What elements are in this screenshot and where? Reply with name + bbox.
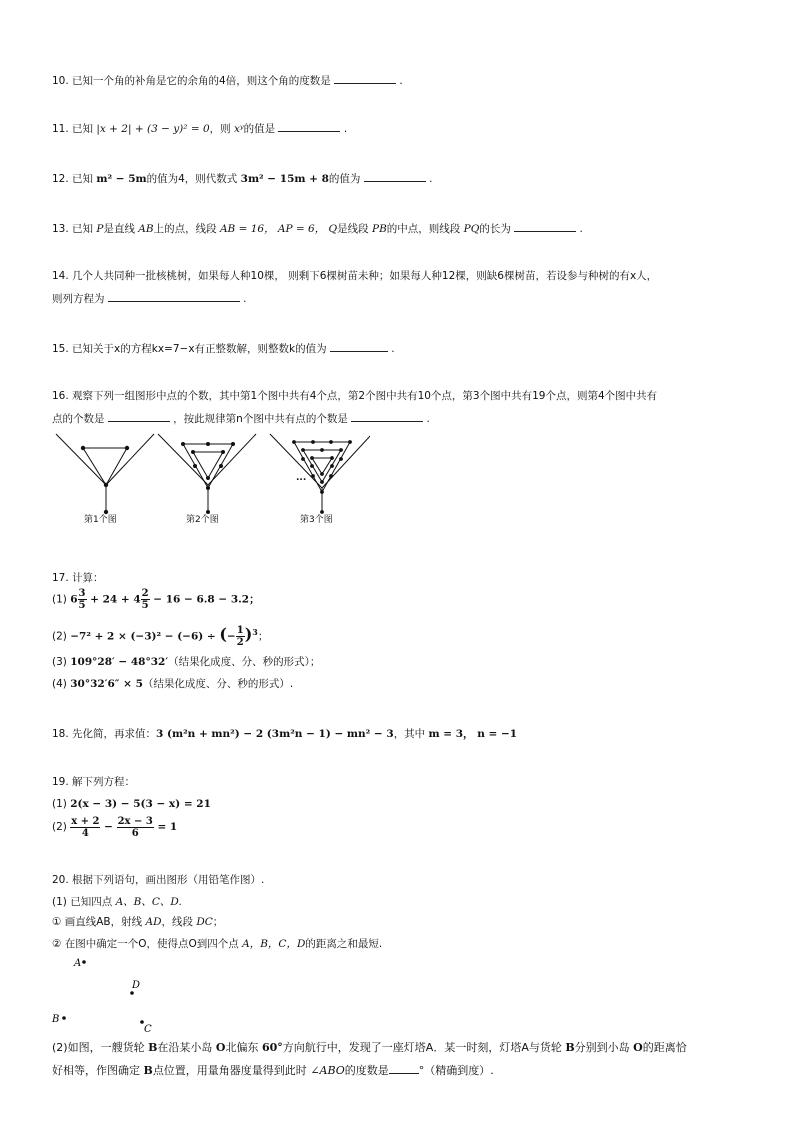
answer-blank[interactable] bbox=[389, 1062, 419, 1074]
answer-blank[interactable] bbox=[278, 120, 340, 132]
question-20-part-2-line-2: 好相等，作图确定 B点位置，用量角器度量得到此时 ∠ABO的度数是 °（精确到度）. bbox=[52, 1064, 494, 1077]
question-16-line-2: 点的个数是 ，按此规律第n个图中共有点的个数是 . bbox=[52, 410, 430, 427]
question-20: 20. 根据下列语句，画出图形（用铅笔作图）. bbox=[52, 874, 265, 886]
question-17-item-4: (4) 30°32′6″ × 5（结果化成度、分、秒的形式）. bbox=[52, 678, 294, 690]
question-17: 17. 计算： bbox=[52, 572, 104, 584]
question-14-line-2: 则列方程为 . bbox=[52, 290, 247, 307]
figure-1 bbox=[56, 434, 154, 512]
point-a bbox=[82, 960, 86, 964]
question-19: 19. 解下列方程： bbox=[52, 776, 136, 788]
question-20-part-2: (2)如图，一艘货轮 B在沿某小岛 O北偏东 60°方向航行中，发现了一座灯塔A．某一时刻，灯塔A与货轮 B分别到小岛 O的距离恰 bbox=[52, 1041, 687, 1054]
question-14: 14. 几个人共同种一批核桃树，如果每人种10棵， 则剩下6棵树苗未种；如果每人种12棵，则缺6棵树苗，若设参与种树的有x人， bbox=[52, 270, 658, 282]
question-17-item-2: (2) −7² + 2 × (−3)² − (−6) ÷ (− $\frac{1}{2}$ )$^3$； bbox=[52, 624, 269, 648]
question-20-line-3: ② 在图中确定一个O，使得点O到四个点 A，B，C，D的距离之和最短. bbox=[52, 938, 383, 950]
answer-blank[interactable] bbox=[334, 72, 396, 84]
figure-ellipsis: ... bbox=[296, 473, 307, 483]
question-20-line-1: (1) 已知四点 A、B、C、D. bbox=[52, 896, 182, 908]
figure-2-label: 第2个图 bbox=[186, 515, 219, 525]
dot-pattern-figures bbox=[50, 430, 370, 515]
question-15: 15. 已知关于x的方程kx=7−x有正整数解，则整数k的值为 . bbox=[52, 340, 395, 357]
answer-blank[interactable] bbox=[351, 410, 423, 422]
four-points-figure bbox=[48, 952, 168, 1034]
question-13: 13. 已知 P是直线 AB上的点，线段 AB = 16， AP = 6， Q是线段 PB的中点，则线段 PQ的长为 . bbox=[52, 220, 583, 237]
point-d-label: D bbox=[132, 980, 141, 991]
question-20-line-2: ① 画直线AB，射线 AD，线段 DC； bbox=[52, 916, 224, 928]
figure-3-label: 第3个图 bbox=[300, 515, 333, 525]
answer-blank[interactable] bbox=[108, 410, 170, 422]
point-b-label: B bbox=[52, 1014, 60, 1025]
figure-1-label: 第1个图 bbox=[84, 515, 117, 525]
answer-blank[interactable] bbox=[514, 220, 576, 232]
question-18: 18. 先化简，再求值：3 (m²n + mn²) − 2 (3m²n − 1) − mn² − 3，其中 m = 3， n = −1 bbox=[52, 728, 518, 740]
answer-blank[interactable] bbox=[330, 340, 388, 352]
question-19-item-1: (1) 2(x − 3) − 5(3 − x) = 21 bbox=[52, 798, 211, 810]
question-16: 16. 观察下列一组图形中点的个数，其中第1个图中共有4个点，第2个图中共有10个点，第3个图中共有19个点，则第4个图中共有 bbox=[52, 390, 658, 402]
point-d bbox=[130, 991, 134, 995]
answer-blank[interactable] bbox=[364, 170, 426, 182]
answer-blank[interactable] bbox=[108, 290, 240, 302]
question-12: 12. 已知 m² − 5m的值为4，则代数式 3m² − 15m + 8的值为 . bbox=[52, 170, 432, 187]
point-c-label: C bbox=[144, 1024, 152, 1034]
figure-3 bbox=[270, 434, 370, 512]
question-17-item-1: (1) 6 $\frac{3}{5}$ + 24 + 4 $\frac{2}{5}$ − 16 − 6.8 − 3.2； bbox=[52, 588, 260, 611]
question-17-item-3: (3) 109°28′ − 48°32′（结果化成度、分、秒的形式）； bbox=[52, 656, 321, 668]
point-b bbox=[62, 1016, 66, 1020]
point-a-label: A bbox=[74, 958, 82, 969]
question-19-item-2: (2) $\frac{x + 2}{4}$ − $\frac{2x - 3}{6}$ = 1 bbox=[52, 815, 178, 839]
question-11: 11. 已知 |x + 2| + (3 − y)² = 0，则 xʸ的值是 . bbox=[52, 120, 347, 137]
question-10: 10. 已知一个角的补角是它的余角的4倍，则这个角的度数是 . bbox=[52, 72, 403, 89]
